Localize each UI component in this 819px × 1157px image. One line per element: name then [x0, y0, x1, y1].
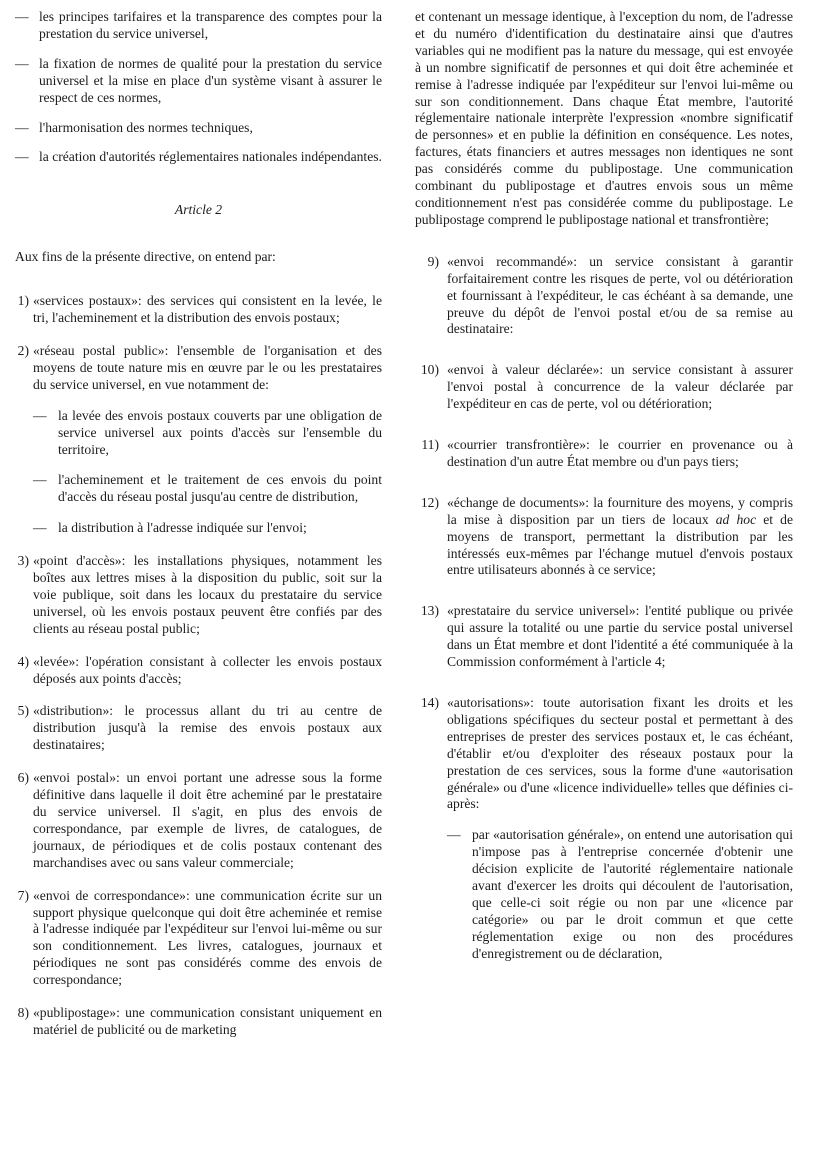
- definition-item-12: [415, 495, 793, 580]
- definition-number: 8): [17, 1005, 29, 1021]
- definition-text: «réseau postal public»: l'ensemble de l'organisation et des moyens de toute nature mis en œuvre par le ou les prestataires du service universel, en vue notamment de:: [33, 342, 382, 392]
- definition-number: 9): [427, 253, 439, 269]
- dash-marker: —: [447, 827, 461, 843]
- dash-item: [15, 120, 382, 137]
- dash-item: [15, 149, 382, 166]
- definition-text: «envoi de correspondance»: une communication écrite sur un support physique quelconque qui doit être acheminée et remise à l'adresse indiquée par l'expéditeur sur l'envoi lui-même ou sur son conditionnement. Les livres, catalogues, journaux et périodiques ne sont pas considérés comme des envois de correspondance;: [33, 887, 382, 988]
- dash-item-text: les principes tarifaires et la transparence des comptes pour la prestation du service universel,: [39, 9, 382, 41]
- definitions-list-right: [415, 254, 793, 963]
- definitions-list-left: [15, 293, 382, 1039]
- dash-marker: —: [15, 119, 29, 135]
- definition-number: 3): [17, 553, 29, 569]
- definition-item-10: [415, 362, 793, 413]
- definition-text: «services postaux»: des services qui consistent en la levée, le tri, l'acheminement et la distribution des envois postaux;: [33, 293, 382, 326]
- sub-dash-list: [447, 827, 793, 962]
- definition-text: «prestataire du service universel»: l'entité publique ou privée qui assure la totalité ou une partie du service postal universel dans un État membre et dont l'identité a été communiquée à la Commission conformément à l'article 4;: [447, 603, 793, 670]
- sub-dash-list: [33, 408, 382, 537]
- dash-item-text: la fixation de normes de qualité pour la prestation du service universel et la mise en place d'un système visant à assurer le respect de ces normes,: [39, 55, 382, 105]
- sub-dash-item: [33, 408, 382, 459]
- definition-item-3: [15, 553, 382, 638]
- dash-item: [15, 9, 382, 43]
- sub-dash-item-text: la levée des envois postaux couverts par une obligation de service universel aux points d'accès sur l'ensemble du territoire,: [58, 407, 382, 457]
- dash-marker: —: [15, 9, 29, 24]
- definition-item-13: [415, 603, 793, 671]
- definition-number: 6): [17, 770, 29, 786]
- definition-number: 5): [17, 703, 29, 719]
- definition-number: 12): [420, 494, 439, 510]
- definition-item-14: [415, 695, 793, 963]
- dash-marker: —: [15, 149, 29, 165]
- sub-dash-item: [33, 520, 382, 537]
- definition-text-part: «échange de documents»: la fourniture des moyens, y compris la mise à disposition par un tiers de locaux: [447, 494, 793, 527]
- intro-paragraph: Aux fins de la présente directive, on entend par:: [15, 249, 276, 265]
- dash-marker: —: [33, 472, 47, 488]
- sub-dash-item-text: l'acheminement et le traitement de ces envois du point d'accès du réseau postal jusqu'au centre de distribution,: [58, 472, 382, 505]
- definition-text: «envoi recommandé»: un service consistant à garantir forfaitairement contre les risques de perte, vol ou détérioration et fournissant à l'expéditeur, le cas échéant à sa demande, une preuve du dépôt de l'envoi postal et/ou de sa remise au destinataire:: [447, 253, 793, 337]
- definition-text: [447, 495, 793, 580]
- definition-number: 13): [420, 603, 439, 619]
- definition-item-5: [15, 703, 382, 754]
- dash-marker: —: [33, 520, 47, 536]
- dash-item-text: la création d'autorités réglementaires nationales indépendantes.: [39, 149, 382, 165]
- definition-number: 1): [17, 293, 29, 309]
- dash-marker: —: [15, 55, 29, 71]
- definition-item-7: [15, 888, 382, 989]
- definition-item-4: [15, 654, 382, 688]
- definition-number: 14): [420, 695, 439, 710]
- right-column: [415, 9, 793, 1055]
- definition-number: 4): [17, 653, 29, 669]
- definition-text: «autorisations»: toute autorisation fixant les droits et les obligations spécifiques du secteur postal et permettant à des entreprises de prester des services postaux et, le cas échéant, d'établir et/ou d'exploiter des réseaux postaux pour la prestation de ces services, sous la forme d'une «autorisation générale» ou d'une «licence individuelle» telles que définies ci-après:: [447, 695, 793, 812]
- dash-item-text: l'harmonisation des normes techniques,: [39, 119, 253, 135]
- definition-text: «courrier transfrontière»: le courrier en provenance ou à destination d'un autre État membre ou d'un pays tiers;: [447, 437, 793, 469]
- definition-item-1: [15, 293, 382, 327]
- definition-item-2: [15, 343, 382, 537]
- definition-item-9: [415, 254, 793, 339]
- definition-number: 11): [421, 437, 439, 453]
- dash-item: [15, 56, 382, 107]
- definition-8-continuation: et contenant un message identique, à l'exception du nom, de l'adresse et du numéro d'identification du destinataire ainsi que d'autres variables qui ne modifient pas la nature du message, qui est envoyée à un nombre significatif de personnes et qui doit être acheminée et remise à l'adresse indiquée par l'expéditeur sur l'envoi lui-même ou sur son conditionnement. Dans chaque État membre, l'autorité réglementaire nationale interprète l'expression «nombre significatif de personnes» et en publie la définition en conséquence. Les notes, factures, états financiers et autres messages non identiques ne sont pas considérés comme du publipostage. Une communication combinant du publipostage et d'autres envois sous un même conditionnement n'est pas considérée comme du publipostage. Le publipostage comprend le publipostage national et transfrontière;: [415, 9, 793, 227]
- sub-dash-item: [447, 827, 793, 962]
- definition-text: «distribution»: le processus allant du tri au centre de distribution jusqu'à la remise des envois postaux aux destinataires;: [33, 703, 382, 753]
- left-column: [15, 9, 382, 1055]
- article-heading: Article 2: [174, 202, 223, 218]
- definition-text: «levée»: l'opération consistant à collecter les envois postaux déposés aux points d'accès;: [33, 653, 382, 686]
- definition-number: 7): [17, 887, 29, 903]
- definition-item-6: [15, 770, 382, 871]
- definition-item-8: [15, 1005, 382, 1039]
- definition-number: 10): [420, 362, 439, 378]
- definition-item-11: [415, 437, 793, 471]
- definition-text: «envoi postal»: un envoi portant une adresse sous la forme définitive dans laquelle il doit être acheminé par le prestataire du service universel. Il s'agit, en plus des envois de correspondance, par exemple de livres, de catalogues, de journaux, de périodiques et de colis postaux contenant des marchandises avec ou sans valeur commerciale;: [33, 770, 382, 870]
- definition-text-part: et de moyens de transport, permettant la distribution par les intéressés eux-mêmes par l'échange mutuel d'envois postaux entre utilisateurs abonnés à ce service;: [447, 511, 794, 578]
- definition-text: «point d'accès»: les installations physiques, notamment les boîtes aux lettres mises à la disposition du public, soit sur la voie publique, soit dans les locaux du prestataire du service universel, où les envois postaux peuvent être confiés par des clients au réseau postal public;: [33, 553, 382, 636]
- sub-dash-item-text: la distribution à l'adresse indiquée sur l'envoi;: [58, 520, 307, 536]
- definition-number: 2): [17, 342, 29, 358]
- sub-dash-item-text: par «autorisation générale», on entend une autorisation qui n'impose pas à l'entreprise concernée d'obtenir une décision explicite de l'autorité réglementaire nationale avant d'exercer les droits qui découlent de l'autorisation, que celle-ci soit régie ou non par une «licence par catégorie» ou par le droit commun et que cette réglementation exige ou non des procédures d'enregistrement ou de déclaration,: [472, 827, 793, 961]
- latin-phrase: ad hoc: [715, 511, 757, 527]
- dash-marker: —: [33, 407, 47, 423]
- dash-list: [15, 9, 382, 166]
- definition-text: «publipostage»: une communication consistant uniquement en matériel de publicité ou de marketing: [33, 1005, 382, 1037]
- sub-dash-item: [33, 472, 382, 506]
- definition-text: «envoi à valeur déclarée»: un service consistant à assurer l'envoi postal à concurrence de la valeur déclarée par l'expéditeur en cas de perte, vol ou détérioration;: [447, 362, 793, 412]
